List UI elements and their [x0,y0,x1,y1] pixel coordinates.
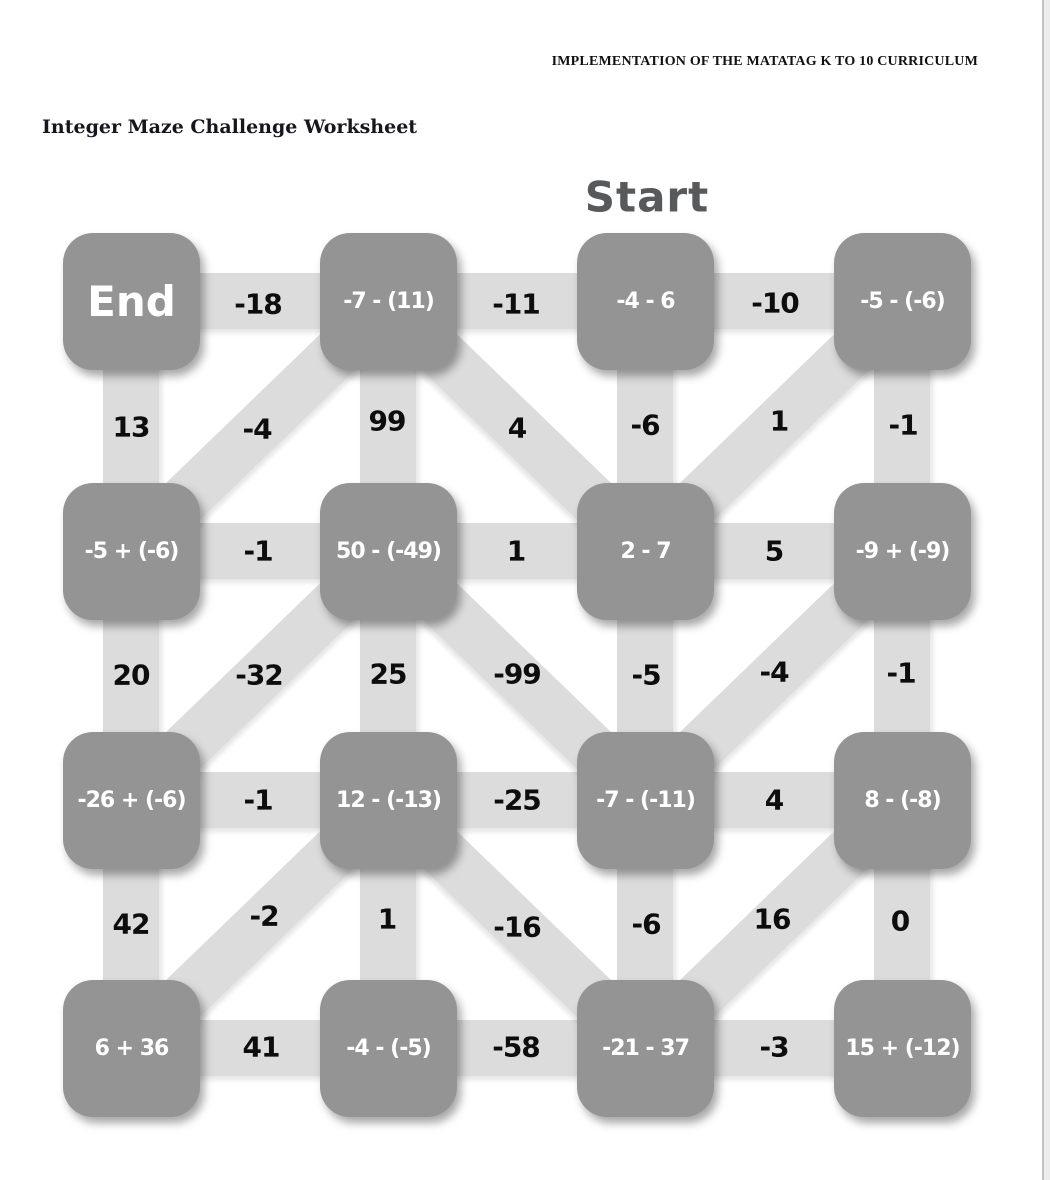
edge-label: 20 [112,658,150,692]
edge-label: -16 [493,910,541,944]
maze-node: -7 - (11) [320,233,457,370]
maze-node: 15 + (-12) [834,980,971,1117]
edge-label: -4 [242,412,272,446]
edge-label: -1 [888,408,918,442]
edge-label: -99 [493,657,541,691]
maze-node: -5 + (-6) [63,483,200,620]
maze-node: -5 - (-6) [834,233,971,370]
maze-node: 8 - (-8) [834,732,971,869]
edge-label: 42 [112,907,150,941]
edge-label: -3 [759,1030,789,1064]
edge-label: 0 [890,904,910,938]
edge-label: -10 [751,286,799,320]
maze-node: 12 - (-13) [320,732,457,869]
edge-label: -32 [235,658,283,692]
edge-label: -6 [631,907,661,941]
edge-label: -58 [492,1030,540,1064]
edge-label: 1 [506,534,526,568]
edge-label: 1 [377,902,397,936]
maze-node: 6 + 36 [63,980,200,1117]
edge-label: 99 [368,404,406,438]
maze-node: -26 + (-6) [63,732,200,869]
maze-node-start: -4 - 6 [577,233,714,370]
maze-node: 50 - (-49) [320,483,457,620]
edge-label: -6 [630,408,660,442]
edge-label: -4 [759,655,789,689]
maze-node: -4 - (-5) [320,980,457,1117]
edge-label: -1 [243,783,273,817]
edge-label: 41 [242,1030,280,1064]
edge-label: -1 [243,534,273,568]
edge-label: 4 [764,783,784,817]
maze-node: -21 - 37 [577,980,714,1117]
edge-label: 16 [753,902,791,936]
edge-label: 25 [369,657,407,691]
edge-label: -11 [492,287,540,321]
edge-label: 13 [112,410,150,444]
maze-node: -7 - (-11) [577,732,714,869]
page-right-edge [1042,0,1050,1180]
edge-label: -2 [249,899,279,933]
maze-node-end: End [63,233,200,370]
maze-node: 2 - 7 [577,483,714,620]
edge-label: 4 [507,411,527,445]
start-label: Start [584,172,710,222]
document-header: IMPLEMENTATION OF THE MATATAG K TO 10 CURRICULUM [551,54,978,69]
maze-node: -9 + (-9) [834,483,971,620]
edge-label: 5 [764,534,784,568]
edge-label: -1 [886,656,916,690]
page-title: Integer Maze Challenge Worksheet [42,116,418,138]
edge-label: -5 [631,658,661,692]
edge-label: -25 [493,783,541,817]
edge-label: -18 [234,287,282,321]
edge-label: 1 [769,404,789,438]
